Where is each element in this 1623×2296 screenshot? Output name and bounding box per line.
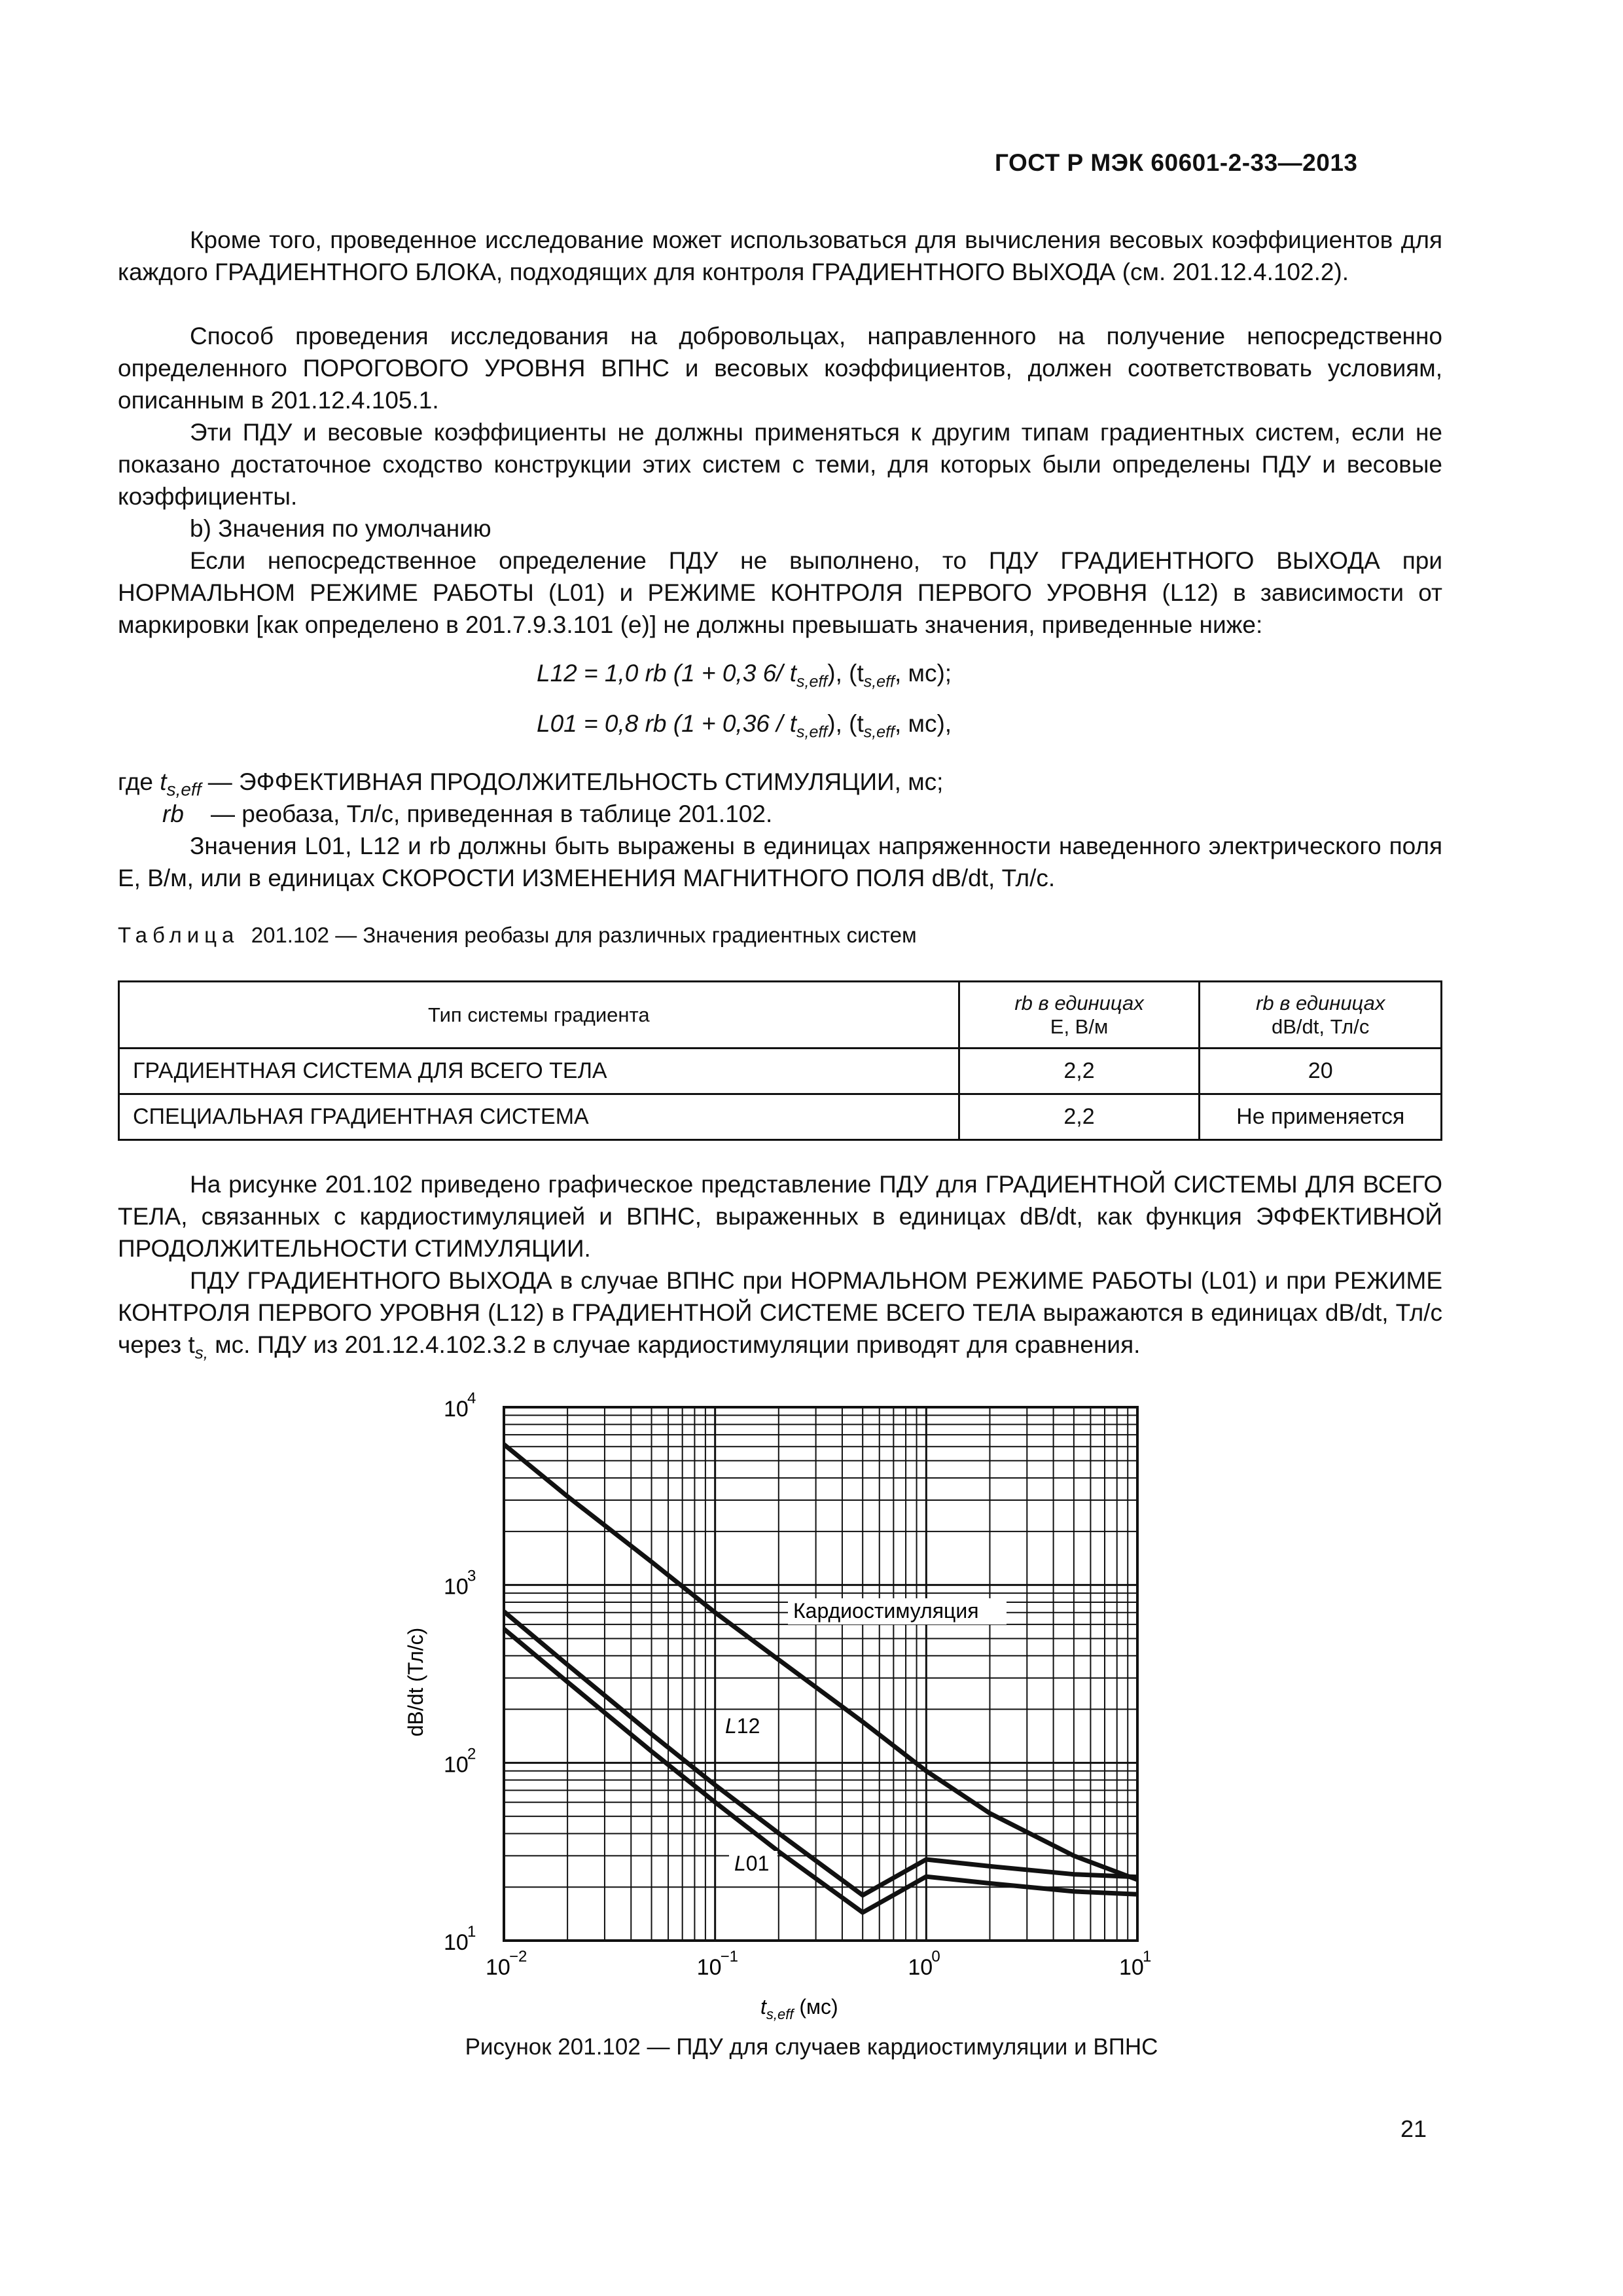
paragraph-3: Эти ПДУ и весовые коэффициенты не должны применяться к другим типам градиентных систем, если не показано достаточное сходство конструкции этих систем с теми, для которых были определены ПДУ и весовые коэффициенты.	[118, 419, 1442, 510]
x-tick-label: 10	[1119, 1955, 1144, 1980]
header-gradient-type: Тип системы градиента	[119, 982, 959, 1049]
y-tick-exponent: 4	[467, 1390, 476, 1407]
definition-rb: rb — реобаза, Тл/с, приведенная в таблице 201.102.	[162, 800, 773, 827]
y-tick-label: 10	[444, 1752, 469, 1778]
paragraph-8: ПДУ ГРАДИЕНТНОГО ВЫХОДА в случае ВПНС при НОРМАЛЬНОМ РЕЖИМЕ РАБОТЫ (L01) и при РЕЖИМЕ КОНТРОЛЯ ПЕРВОГО УРОВНЯ (L12) в ГРАДИЕНТНОЙ СИСТЕМЕ ВСЕГО ТЕЛА выражаются в единицах dB/dt, Тл/с через $t_{s,}$ мс. ПДУ из 201.12.4.102.3.2 в случае кардиостимуляции приводят для сравнения.	[118, 1267, 1442, 1363]
y-tick-label: 10	[444, 1397, 469, 1422]
formula-l12: L12 = 1,0 rb (1 + 0,3 6/ $t_{s,eff}$), ($t_{s,eff}$, мс);	[537, 660, 952, 691]
figure-caption: Рисунок 201.102 — ПДУ для случаев кардиостимуляции и ВПНС	[465, 2034, 1158, 2060]
l01-label: L01	[734, 1852, 770, 1875]
table-cell: 20	[1200, 1049, 1442, 1094]
header-rb-dbdt: rb в единицах dB/dt, Тл/с	[1200, 982, 1442, 1049]
x-tick-label: 10	[696, 1955, 722, 1980]
x-tick-exponent: −1	[720, 1948, 739, 1965]
paragraph-5: Если непосредственное определение ПДУ не выполнено, то ПДУ ГРАДИЕНТНОГО ВЫХОДА при НОРМАЛЬНОМ РЕЖИМЕ РАБОТЫ (L01) и РЕЖИМЕ КОНТРОЛЯ ПЕРВОГО УРОВНЯ (L12) в зависимости от маркировки [как определено в 201.7.9.3.101 (е)] не должны превышать значения, приведенные ниже:	[118, 547, 1442, 638]
pacing-label: Кардиостимуляция	[793, 1599, 979, 1623]
paragraph-4: b) Значения по умолчанию	[190, 515, 491, 542]
y-axis-label: dB/dt (Тл/с)	[404, 1627, 427, 1737]
formula-l01: L01 = 0,8 rb $(1 + 0,36 / t_{s,eff})$, ($t_{s,eff}$, мс),	[537, 710, 952, 742]
y-tick-exponent: 2	[467, 1745, 476, 1763]
table-cell: ГРАДИЕНТНАЯ СИСТЕМА ДЛЯ ВСЕГО ТЕЛА	[119, 1049, 959, 1094]
x-tick-exponent: 1	[1143, 1948, 1152, 1965]
x-tick-exponent: −2	[509, 1948, 527, 1965]
page-number: 21	[1400, 2115, 1427, 2142]
pacing-curve	[504, 1444, 1137, 1880]
y-tick-label: 10	[444, 1574, 469, 1600]
definition-ts-eff: где $t_{s,eff}$ — ЭФФЕКТИВНАЯ ПРОДОЛЖИТЕЛЬНОСТЬ СТИМУЛЯЦИИ, мс;	[118, 768, 944, 800]
l12-label: L12	[725, 1714, 760, 1738]
table-cell: Не применяется	[1200, 1094, 1442, 1140]
x-tick-exponent: 0	[931, 1948, 940, 1965]
table-cell: 2,2	[959, 1094, 1200, 1140]
document-header: ГОСТ Р МЭК 60601-2-33—2013	[995, 149, 1358, 176]
y-tick-exponent: 1	[467, 1923, 476, 1941]
x-tick-label: 10	[908, 1955, 933, 1980]
y-tick-label: 10	[444, 1930, 469, 1955]
table-cell: 2,2	[959, 1049, 1200, 1094]
x-axis-label: $t_{s,eff}$ (мс)	[760, 1995, 838, 2022]
x-tick-label: 10	[486, 1955, 510, 1980]
paragraph-2: Способ проведения исследования на добровольцах, направленного на получение непосредственно определенного ПОРОГОВОГО УРОВНЯ ВПНС и весовых коэффициентов, должен соответствовать условиям, описанным в 201.12.4.105.1.	[118, 323, 1442, 414]
table-cell: СПЕЦИАЛЬНАЯ ГРАДИЕНТНАЯ СИСТЕМА	[119, 1094, 959, 1140]
table-caption: Таблица 201.102 — Значения реобазы для различных градиентных систем	[118, 923, 917, 947]
plot-frame	[504, 1407, 1137, 1941]
header-rb-e: rb в единицах E, В/м	[959, 982, 1200, 1049]
paragraph-6: Значения L01, L12 и rb должны быть выражены в единицах напряженности наведенного электрического поля E, В/м, или в единицах СКОРОСТИ ИЗМЕНЕНИЯ МАГНИТНОГО ПОЛЯ dB/dt, Тл/с.	[118, 833, 1442, 891]
paragraph-7: На рисунке 201.102 приведено графическое представление ПДУ для ГРАДИЕНТНОЙ СИСТЕМЫ ДЛЯ ВСЕГО ТЕЛА, связанных с кардиостимуляцией и ВПНС, выраженных в единицах dB/dt, как функция ЭФФЕКТИВНОЙ ПРОДОЛЖИТЕЛЬНОСТИ СТИМУЛЯЦИИ.	[118, 1171, 1442, 1262]
y-tick-exponent: 3	[467, 1567, 476, 1585]
paragraph-1: Кроме того, проведенное исследование может использоваться для вычисления весовых коэффициентов для каждого ГРАДИЕНТНОГО БЛОКА, подходящих для контроля ГРАДИЕНТНОГО ВЫХОДА (см. 201.12.4.102.2).	[118, 226, 1442, 285]
l12-curve	[504, 1611, 1137, 1895]
